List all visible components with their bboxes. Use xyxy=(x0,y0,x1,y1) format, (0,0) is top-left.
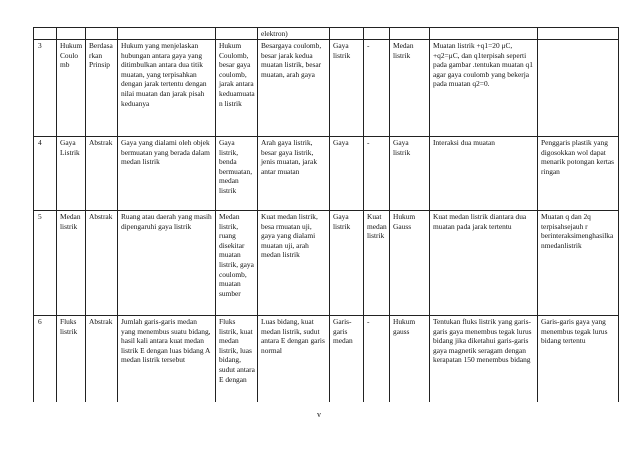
variable-attribute: Kuat medan listrik, besa rmuatan uji, gaya yang dialami muatan uji, arah medan listrik xyxy=(258,211,330,316)
concept-type: Abstrak xyxy=(86,316,118,403)
continued-cell: elektron) xyxy=(258,28,330,40)
table-row xyxy=(34,316,619,403)
concept-example: Kuat medan listrik diantara dua muatan pada jarak tertentu xyxy=(430,211,538,316)
row-number: 6 xyxy=(34,316,57,403)
concept-type: Abstrak xyxy=(86,211,118,316)
concept-analysis-table xyxy=(33,27,619,402)
row-number: 4 xyxy=(34,137,57,211)
subordinate-concept: Hukum Gauss xyxy=(390,211,430,316)
critical-attribute: Gaya listrik, benda bermuatan, medan listrik xyxy=(216,137,258,211)
superordinate-concept: Gaya listrik xyxy=(330,40,364,137)
concept-non-example xyxy=(538,40,619,137)
concept-type: Berdasarkan Prinsip xyxy=(86,40,118,137)
concept-non-example: Muatan q dan 2q terpisahsejauh r berinteraksimenghasilkanmedanlistrik xyxy=(538,211,619,316)
table-row xyxy=(34,211,619,316)
subordinate-concept: Hukum gauss xyxy=(390,316,430,403)
subordinate-concept: Medan listrik xyxy=(390,40,430,137)
variable-attribute: Luas bidang, kuat medan listrik, sudut antara E dengan garis normal xyxy=(258,316,330,403)
table-row-continued xyxy=(34,28,619,40)
coordinate-concept: - xyxy=(364,40,390,137)
critical-attribute: Fluks listrik, kuat medan listrik, luas bidang, sudut antara E dengan xyxy=(216,316,258,403)
concept-non-example: Garis-garis gaya yang menembus tegak lurus bidang tertentu xyxy=(538,316,619,403)
superordinate-concept: Gaya xyxy=(330,137,364,211)
coordinate-concept: Kuat medan listrik xyxy=(364,211,390,316)
concept-non-example: Penggaris plastik yang digosokkan wol dapat menarik potongan kertas ringan xyxy=(538,137,619,211)
concept-example: Tentukan fluks listrik yang garis-garis gaya menembus tegak lurus bidang jika diketahui garis-garis gaya magnetik seragam dengan kerapatan 150 menembus bidang xyxy=(430,316,538,403)
critical-attribute: Hukum Coulomb, besar gaya coulomb, jarak antara keduamuatan listrik xyxy=(216,40,258,137)
concept-definition: Ruang atau daerah yang masih dipengaruhi gaya listrik xyxy=(118,211,216,316)
superordinate-concept: Gaya listrik xyxy=(330,211,364,316)
coordinate-concept: - xyxy=(364,137,390,211)
concept-name: Hukum Coulomb xyxy=(57,40,86,137)
concept-example: Interaksi dua muatan xyxy=(430,137,538,211)
concept-definition: Jumlah garis-garis medan yang menembus suatu bidang, hasil kali antara kuat medan listrik E dengan luas bidang A medan listrik tersebut xyxy=(118,316,216,403)
row-number: 5 xyxy=(34,211,57,316)
table-row xyxy=(34,137,619,211)
variable-attribute: Besargaya coulomb, besar jarak kedua muatan listrik, besar muatan, arah gaya xyxy=(258,40,330,137)
concept-definition: Hukum yang menjelaskan hubungan antara gaya yang ditimbulkan antara dua titik muatan, yang terpisahkan dengan jarak tertentu dengan nilai muatan dan jarak pisah keduanya xyxy=(118,40,216,137)
concept-type: Abstrak xyxy=(86,137,118,211)
row-number: 3 xyxy=(34,40,57,137)
concept-name: Gaya Listrik xyxy=(57,137,86,211)
subordinate-concept: Gaya listrik xyxy=(390,137,430,211)
variable-attribute: Arah gaya listrik, besar gaya listrik, jenis muatan, jarak antar muatan xyxy=(258,137,330,211)
critical-attribute: Medan listrik, ruang disekitar muatan listrik, gaya coulomb, muatan sumber xyxy=(216,211,258,316)
concept-definition: Gaya yang dialami oleh objek bermuatan yang berada dalam medan listrik xyxy=(118,137,216,211)
page-number: v xyxy=(317,410,321,419)
superordinate-concept: Garis-garis medan xyxy=(330,316,364,403)
concept-example: Muatan listrik +q1=20 μC, +q2=μC, dan q1terpisah seperti pada gambar .tentukan muatan q1 agar gaya coulomb yang bekerja pada muatan q2=0. xyxy=(430,40,538,137)
concept-name: Fluks listrik xyxy=(57,316,86,403)
table-row xyxy=(34,40,619,137)
concept-name: Medan listrik xyxy=(57,211,86,316)
coordinate-concept: - xyxy=(364,316,390,403)
